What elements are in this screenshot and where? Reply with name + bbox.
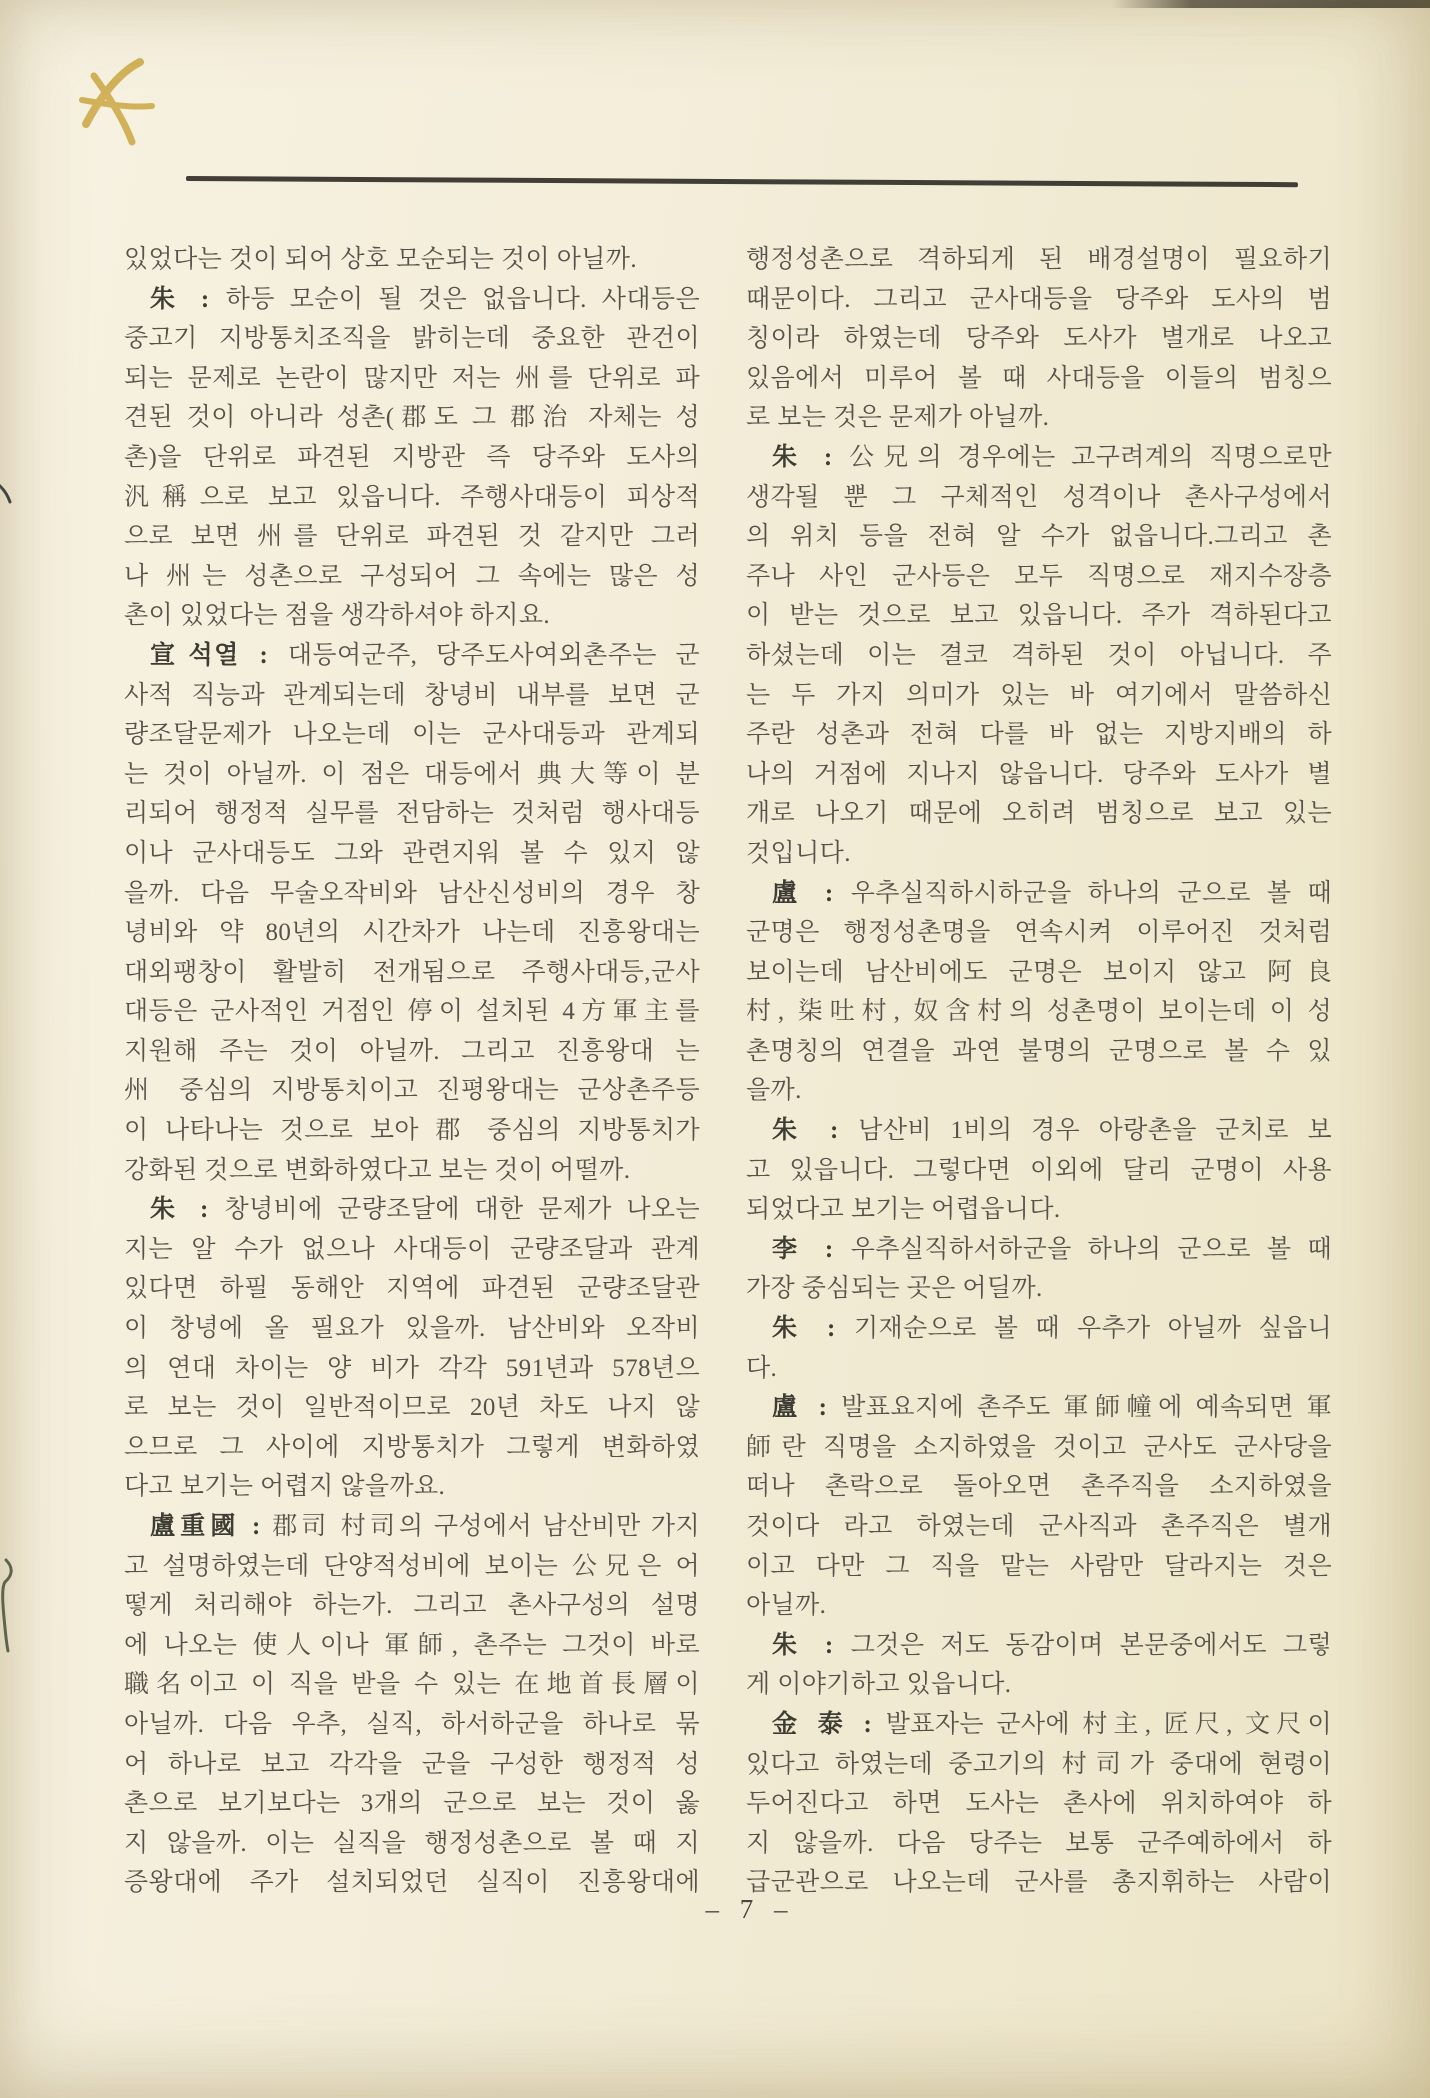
text-line: 州 중심의 지방통치이고 진평왕대는 군상촌주등 [124, 1077, 700, 1105]
text-line: 지는 알 수가 없으나 사대등이 군량조달과 관계 [124, 1235, 700, 1263]
text-line: 있음에서 미루어 볼 때 사대등을 이들의 범칭으 [746, 364, 1332, 392]
text-line: 아닐까. [746, 1592, 827, 1620]
text-line: 있다고 하였는데 중고기의 村司가 중대에 현령이 [746, 1750, 1332, 1778]
text-line: 촌으로 보기보다는 3개의 군으로 보는 것이 옳 [124, 1790, 700, 1818]
text-line: 다. [746, 1354, 778, 1382]
text-line: 朱 : 남산비 1비의 경우 아랑촌을 군치로 보 [772, 1117, 1332, 1145]
text-line: 의 위치 등을 전혀 알 수가 없읍니다.그리고 촌 [746, 523, 1332, 551]
text-line: 金 泰 : 발표자는 군사에 村主, 匠尺, 文尺이 [772, 1710, 1332, 1738]
text-line: 주나 사인 군사등은 모두 직명으로 재지수장층 [746, 562, 1332, 590]
text-line: 증왕대에 주가 설치되었던 실직이 진흥왕대에 [124, 1869, 700, 1897]
text-line: 의 연대 차이는 양 비가 각각 591년과 578년으 [124, 1354, 700, 1382]
text-line: 군명은 행정성촌명을 연속시켜 이루어진 것처럼 [746, 919, 1332, 947]
speaker-name: 盧 : [772, 879, 835, 907]
text-line: 나의 거점에 지나지 않읍니다. 당주와 도사가 별 [746, 760, 1332, 788]
speaker-name: 朱 : [772, 443, 834, 471]
text-line: 지원해 주는 것이 아닐까. 그리고 진흥왕대 는 [124, 1037, 700, 1065]
text-line: 고 설명하였는데 단양적성비에 보이는 公兄은 어 [124, 1552, 700, 1580]
text-line: 나 州는 성촌으로 구성되어 그 속에는 많은 성 [124, 562, 700, 590]
margin-ink-mark [0, 484, 12, 504]
text-line: 고 있읍니다. 그렇다면 이외에 달리 군명이 사용 [746, 1156, 1332, 1184]
text-line: 村, 柒吐村, 奴含村의 성촌명이 보이는데 이 성 [746, 998, 1332, 1026]
text-line: 지 않을까. 이는 실직을 행정성촌으로 볼 때 지 [124, 1829, 700, 1857]
text-line: 에 나오는 使人이나 軍師, 촌주는 그것이 바로 [124, 1631, 700, 1659]
text-line: 朱 : 기재순으로 볼 때 우추가 아닐까 싶읍니 [772, 1315, 1333, 1343]
text-line: 이 받는 것으로 보고 있읍니다. 주가 격하된다고 [746, 602, 1332, 630]
text-line: 는 것이 아닐까. 이 점은 대등에서 典大等이 분 [124, 760, 700, 788]
text-line: 朱 : 公兄의 경우에는 고구려계의 직명으로만 [772, 443, 1333, 471]
header-rule [186, 176, 1298, 187]
text-line: 떠나 촌락으로 돌아오면 촌주직을 소지하였을 [746, 1473, 1332, 1501]
text-line: 보이는데 남산비에도 군명은 보이지 않고 阿良 [746, 958, 1332, 986]
text-line: 것이다 라고 하였는데 군사직과 촌주직은 별개 [746, 1513, 1332, 1540]
text-line: 이고 다만 그 직을 맡는 사람만 달라지는 것은 [746, 1552, 1332, 1580]
text-line: 로 보는 것은 문제가 아닐까. [746, 404, 1050, 432]
text-line: 급군관으로 나오는데 군사를 총지휘하는 사람이 [746, 1869, 1332, 1897]
text-line: 盧 : 발표요지에 촌주도 軍師幢에 예속되면 軍 [772, 1394, 1332, 1422]
text-line: 지 않을까. 다음 당주는 보통 군주예하에서 하 [746, 1829, 1332, 1857]
gold-ink-mark [74, 54, 160, 154]
text-line: 중고기 지방통치조직을 밝히는데 중요한 관건이 [124, 325, 700, 353]
text-line: 盧 : 우추실직하시하군을 하나의 군으로 볼 때 [772, 879, 1333, 907]
text-line: 떻게 처리해야 하는가. 그리고 촌사구성의 설명 [124, 1592, 700, 1620]
speaker-name: 盧 : [772, 1394, 829, 1422]
text-line: 이 나타나는 것으로 보아 郡 중심의 지방통치가 [124, 1117, 700, 1145]
text-line: 는 두 가지 의미가 있는 바 여기에서 말씀하신 [746, 681, 1332, 709]
column-right [746, 240, 1332, 1903]
scan-edge-artifact [1112, 0, 1430, 8]
text-line: 두어진다고 하면 도사는 촌사에 위치하여야 하 [746, 1790, 1332, 1818]
text-line: 때문이다. 그리고 군사대등을 당주와 도사의 범 [746, 285, 1332, 313]
speaker-name: 宣석열 : [150, 641, 270, 669]
text-line: 사적 직능과 관계되는데 창녕비 내부를 보면 군 [124, 681, 700, 709]
speaker-name: 朱 : [150, 285, 211, 313]
text-line: 강화된 것으로 변화하였다고 보는 것이 어떨까. [124, 1156, 631, 1184]
text-line: 촌명칭의 연결을 과연 불명의 군명으로 볼 수 있 [746, 1037, 1332, 1065]
text-line: 개로 나오기 때문에 오히려 범칭으로 보고 있는 [746, 800, 1332, 828]
text-line: 가장 중심되는 곳은 어딜까. [746, 1275, 1043, 1303]
text-line: 리되어 행정적 실무를 전담하는 것처럼 행사대등 [124, 800, 700, 828]
speaker-name: 朱 : [772, 1315, 837, 1343]
text-line: 있었다는 것이 되어 상호 모순되는 것이 아닐까. [124, 246, 638, 273]
speaker-name: 李 : [772, 1235, 835, 1263]
text-line: 촌)을 단위로 파견된 지방관 즉 당주와 도사의 [124, 443, 700, 471]
text-line: 李 : 우추실직하서하군을 하나의 군으로 볼 때 [772, 1235, 1333, 1263]
text-line: 칭이라 하였는데 당주와 도사가 별개로 나오고 [746, 325, 1332, 353]
speaker-name: 盧重國 : [150, 1513, 262, 1540]
speaker-name: 朱 : [150, 1196, 210, 1224]
text-line: 아닐까. 다음 우추, 실직, 하서하군을 하나로 묶 [124, 1710, 700, 1738]
text-line: 주란 성촌과 전혀 다를 바 없는 지방지배의 하 [746, 721, 1332, 749]
text-line: 되었다고 보기는 어렵읍니다. [746, 1196, 1061, 1224]
text-line: 것입니다. [746, 839, 851, 867]
text-line: 있다면 하필 동해안 지역에 파견된 군량조달관 [124, 1275, 700, 1303]
text-line: 으므로 그 사이에 지방통치가 그렇게 변화하였 [124, 1433, 700, 1461]
text-line: 朱 : 하등 모순이 될 것은 없읍니다. 사대등은 [150, 285, 700, 313]
text-line: 녕비와 약 80년의 시간차가 나는데 진흥왕대는 [124, 919, 700, 947]
text-line: 하셨는데 이는 결코 격하된 것이 아닙니다. 주 [746, 641, 1332, 669]
text-line: 朱 : 그것은 저도 동감이며 본문중에서도 그렇 [772, 1631, 1333, 1659]
text-line: 朱 : 창녕비에 군량조달에 대한 문제가 나오는 [150, 1196, 701, 1224]
text-line: 으로 보면 州를 단위로 파견된 것 같지만 그러 [124, 523, 700, 551]
margin-ink-mark [0, 1558, 16, 1653]
text-line: 로 보는 것이 일반적이므로 20년 차도 나지 않 [124, 1394, 700, 1422]
text-line: 대등은 군사적인 거점인 停이 설치된 4方軍主를 [124, 998, 700, 1026]
speaker-name: 朱 : [772, 1117, 840, 1145]
text-line: 盧重國 : 郡司 村司의 구성에서 남산비만 가지 [150, 1513, 701, 1540]
text-line: 생각될 뿐 그 구체적인 성격이나 촌사구성에서 [746, 483, 1332, 511]
text-line: 汎稱으로 보고 있읍니다. 주행사대등이 피상적 [124, 483, 700, 511]
text-line: 이 창녕에 올 필요가 있을까. 남산비와 오작비 [124, 1315, 700, 1343]
column-left [124, 240, 700, 1903]
page-number: – 7 – [705, 1894, 795, 1924]
text-line: 宣석열 : 대등여군주, 당주도사여외촌주는 군 [150, 641, 700, 669]
text-line: 게 이야기하고 있읍니다. [746, 1671, 1012, 1699]
text-line: 을까. [746, 1077, 802, 1105]
speaker-name: 金 泰 : [772, 1710, 874, 1738]
text-line: 촌이 있었다는 점을 생각하셔야 하지요. [124, 602, 551, 630]
text-line: 견된 것이 아니라 성촌(郡도 그 郡治 자체는 성 [124, 404, 700, 432]
text-line: 師란 직명을 소지하였을 것이고 군사도 군사당을 [746, 1433, 1332, 1461]
text-line: 다고 보기는 어렵지 않을까요. [124, 1473, 446, 1501]
text-line: 행정성촌으로 격하되게 된 배경설명이 필요하기 [746, 246, 1332, 273]
text-line: 이나 군사대등도 그와 관련지워 볼 수 있지 않 [124, 839, 700, 867]
text-line: 되는 문제로 논란이 많지만 저는 州를 단위로 파 [124, 364, 700, 392]
text-line: 량조달문제가 나오는데 이는 군사대등과 관계되 [124, 721, 700, 749]
text-line: 職名이고 이 직을 받을 수 있는 在地首長層이 [124, 1671, 700, 1699]
text-line: 대외팽창이 활발히 전개됨으로 주행사대등,군사 [124, 958, 700, 986]
text-line: 어 하나로 보고 각각을 군을 구성한 행정적 성 [124, 1750, 700, 1778]
speaker-name: 朱 : [772, 1631, 835, 1659]
text-line: 을까. 다음 무술오작비와 남산신성비의 경우 창 [124, 879, 700, 907]
